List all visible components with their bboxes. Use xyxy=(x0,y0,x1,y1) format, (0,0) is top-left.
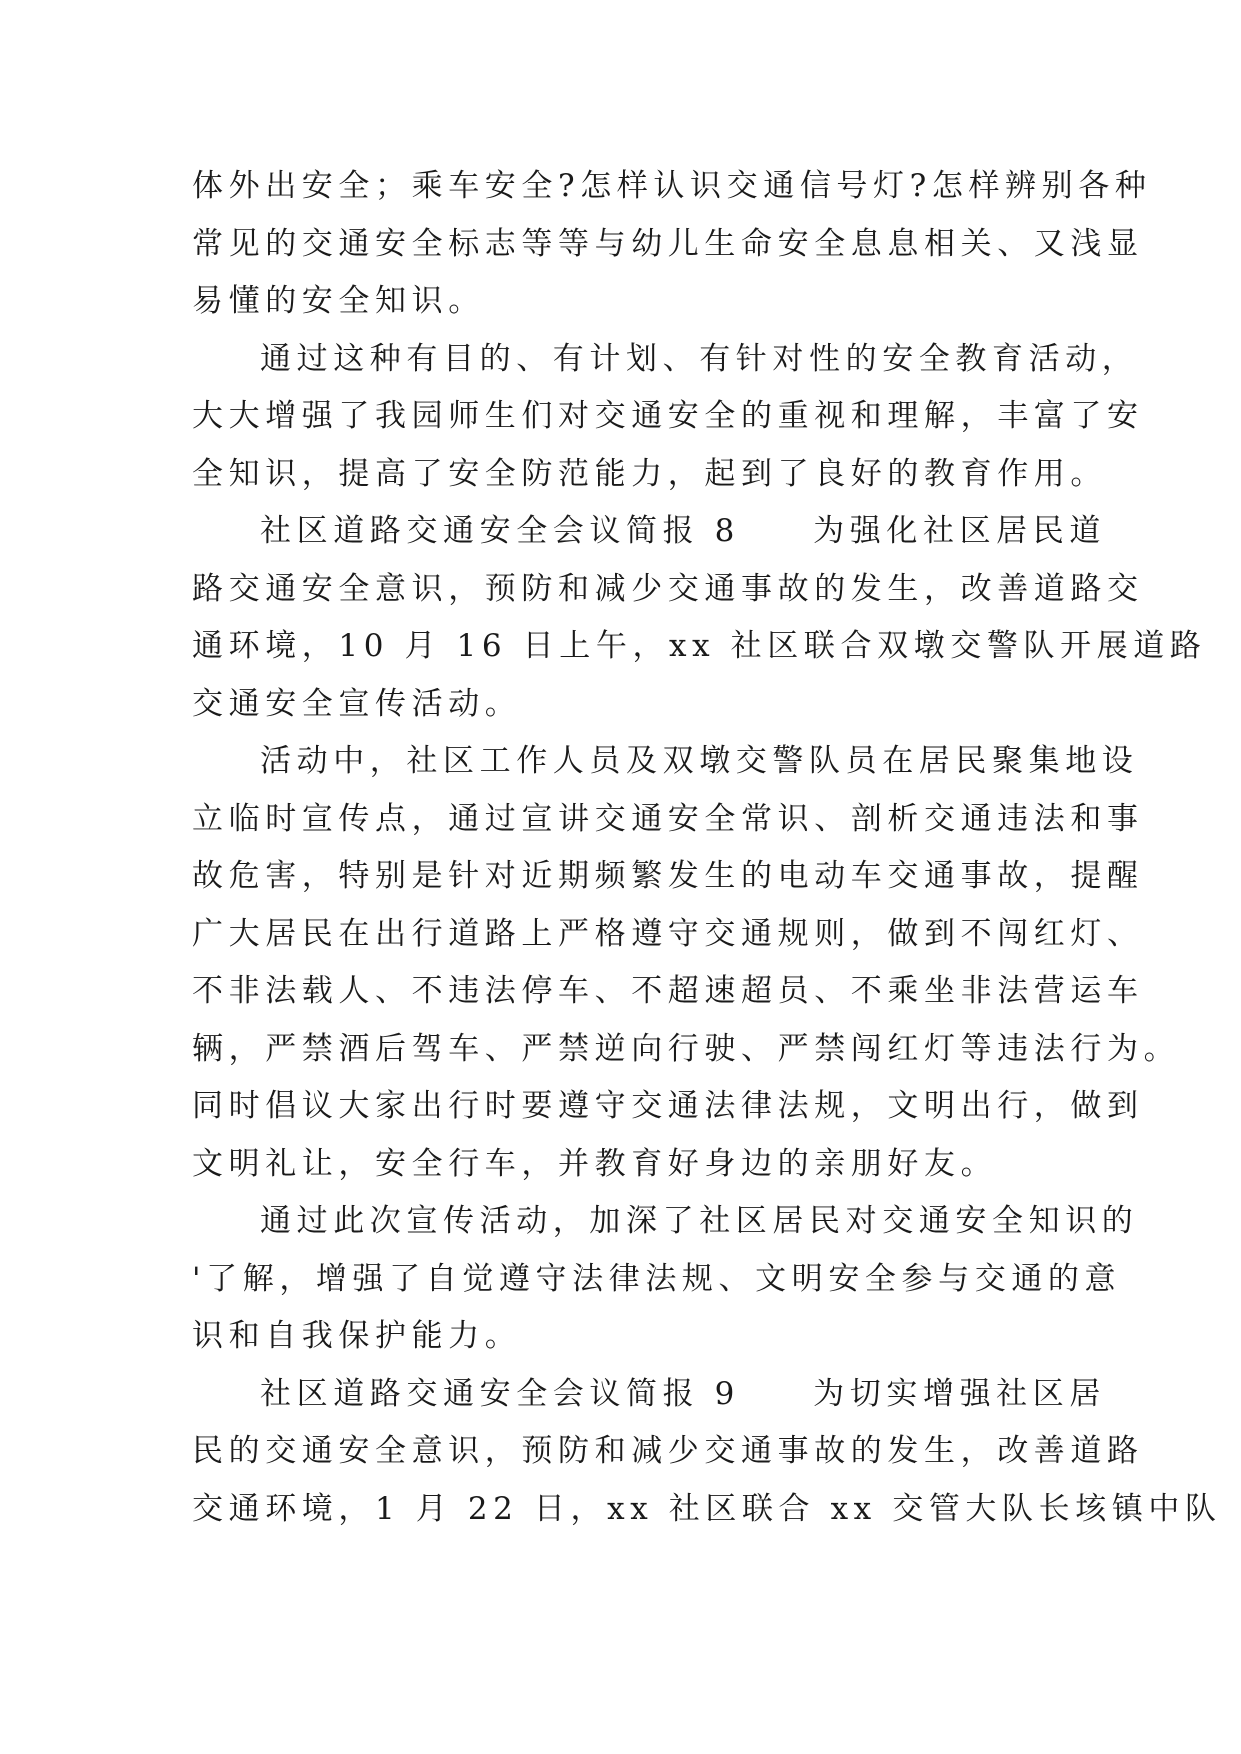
text-line: 大大增强了我园师生们对交通安全的重视和理解，丰富了安 xyxy=(192,398,1144,434)
text-line: 辆，严禁酒后驾车、严禁逆向行驶、严禁闯红灯等违法行为。 xyxy=(192,1030,1181,1067)
text-line: 广大居民在出行道路上严格遵守交通规则，做到不闯红灯、 xyxy=(192,915,1144,952)
paragraph-first-line: 通过此次宣传活动，加深了社区居民对交通安全知识的 xyxy=(260,1203,1139,1239)
paragraph-first-line: 通过这种有目的、有计划、有针对性的安全教育活动， xyxy=(260,340,1139,377)
text-line: 体外出安全；乘车安全?怎样认识交通信号灯?怎样辨别各种 xyxy=(192,168,1152,204)
text-line: 交通安全宣传活动。 xyxy=(192,685,522,722)
text-line: 识和自我保护能力。 xyxy=(192,1318,522,1354)
text-line: 民的交通安全意识，预防和减少交通事故的发生，改善道路 xyxy=(192,1433,1144,1469)
text-line: 通环境，10 月 16 日上午，xx 社区联合双墩交警队开展道路 xyxy=(192,628,1207,664)
paragraph-first-line: 活动中，社区工作人员及双墩交警队员在居民聚集地设 xyxy=(260,743,1139,779)
text-line: 易懂的安全知识。 xyxy=(192,283,485,319)
text-line: 常见的交通安全标志等等与幼儿生命安全息息相关、又浅显 xyxy=(192,225,1144,262)
text-line: 不非法载人、不违法停车、不超速超员、不乘坐非法营运车 xyxy=(192,973,1144,1009)
body-text xyxy=(192,158,1222,1538)
text-line: 文明礼让，安全行车，并教育好身边的亲朋好友。 xyxy=(192,1145,998,1182)
text-line: 故危害，特别是针对近期频繁发生的电动车交通事故，提醒 xyxy=(192,858,1144,894)
text-line: 立临时宣传点，通过宣讲交通安全常识、剖析交通违法和事 xyxy=(192,800,1144,837)
section-heading-line: 社区道路交通安全会议简报 8 为强化社区居民道 xyxy=(260,513,1106,549)
section-heading-line: 社区道路交通安全会议简报 9 为切实增强社区居 xyxy=(260,1375,1106,1412)
text-line: 同时倡议大家出行时要遵守交通法律法规，文明出行，做到 xyxy=(192,1088,1144,1124)
text-line: 交通环境，1 月 22 日，xx 社区联合 xx 交管大队长垓镇中队 xyxy=(192,1490,1222,1527)
text-line: '了解，增强了自觉遵守法律法规、文明安全参与交通的意 xyxy=(192,1260,1122,1297)
text-line: 全知识，提高了安全防范能力，起到了良好的教育作用。 xyxy=(192,455,1107,492)
text-line: 路交通安全意识，预防和减少交通事故的发生，改善道路交 xyxy=(192,570,1144,607)
